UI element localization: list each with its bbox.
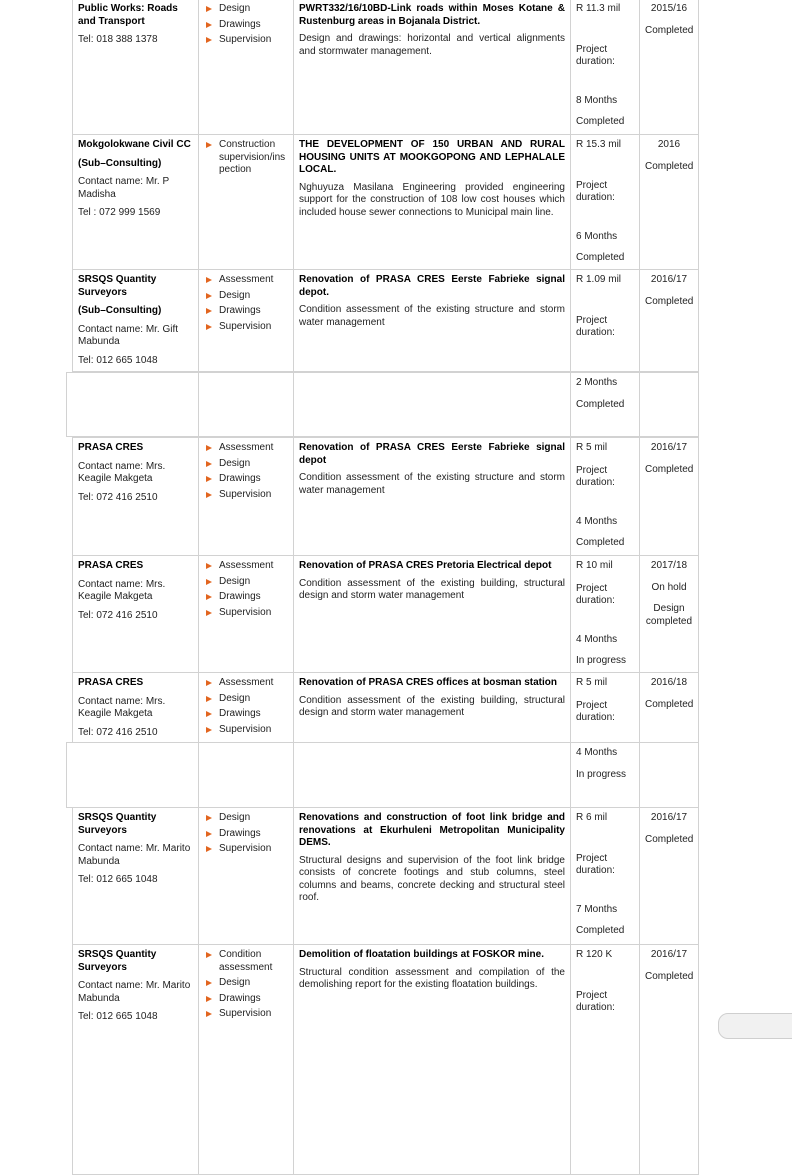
project-status: Completed [645, 463, 694, 475]
arrow-bullet-icon [206, 142, 212, 148]
client-cell [73, 808, 199, 945]
value-cell [571, 808, 640, 945]
service-item: Assessment [204, 274, 288, 287]
value-cell [571, 743, 640, 808]
project-value: R 5 mil [576, 442, 608, 453]
client-cell [73, 556, 199, 673]
period-cell [640, 135, 699, 270]
service-item: Condition assessment [204, 949, 288, 974]
project-status: Completed [645, 698, 694, 710]
arrow-bullet-icon [206, 1011, 212, 1017]
duration-status: Completed [576, 116, 625, 127]
services-cell [199, 0, 294, 135]
project-description: Structural designs and supervision of the foot link bridge consists of concrete footings and stub columns, steel columns and beams, concrete decking and structural steel roof. [299, 854, 565, 903]
project-year: 2016 [657, 139, 681, 150]
duration-status: Completed [576, 925, 625, 936]
service-item: Design [204, 693, 288, 706]
period-cell [640, 438, 699, 556]
client-contact: Contact name: Mr. Marito Mabunda [78, 980, 191, 1004]
project-description: Condition assessment of the existing building, structural design and storm water management [299, 694, 565, 718]
arrow-bullet-icon [206, 293, 212, 299]
client-contact: Contact name: Mrs. Keagile Makgeta [78, 460, 166, 484]
service-item: Drawings [204, 708, 288, 721]
arrow-bullet-icon [206, 594, 212, 600]
duration-label: Project duration: [576, 989, 615, 1013]
projects-table-segment-2 [66, 372, 699, 437]
client-name: SRSQS Quantity Surveyors [78, 949, 157, 973]
client-contact: Contact name: Mrs. Keagile Makgeta [78, 695, 166, 719]
project-status: Completed [645, 24, 694, 36]
project-description: Structural condition assessment and compilation of the demolishing report for the existing floatation buildings. [299, 966, 565, 990]
duration-label: Project duration: [576, 314, 615, 338]
client-tel: Tel: 012 665 1048 [78, 354, 158, 366]
duration-label: Project duration: [576, 43, 615, 67]
arrow-bullet-icon [206, 579, 212, 585]
arrow-bullet-icon [206, 815, 212, 821]
project-title: THE DEVELOPMENT OF 150 URBAN AND RURAL HOUSING UNITS AT MOOKGOPONG AND LEPHALALE LOCAL. [299, 139, 565, 175]
duration-status: Completed [576, 252, 625, 263]
client-name: SRSQS Quantity Surveyors [78, 274, 157, 298]
duration-status: Completed [576, 537, 625, 548]
project-value: R 6 mil [576, 812, 608, 823]
duration-label: Project duration: [576, 582, 615, 606]
project-year: 2016/17 [650, 812, 688, 823]
bottom-right-rounded-widget [718, 1013, 792, 1039]
projects-table-segment-4 [66, 742, 699, 808]
duration-months: 6 Months [576, 230, 618, 242]
duration-months: 4 Months [576, 515, 618, 527]
period-cell [640, 808, 699, 945]
service-item: Assessment [204, 442, 288, 455]
service-item: Supervision [204, 724, 288, 737]
period-cell [640, 270, 699, 372]
services-cell [199, 556, 294, 673]
duration-label: Project duration: [576, 179, 615, 203]
project-row [73, 270, 699, 372]
arrow-bullet-icon [206, 696, 212, 702]
project-title: Renovations and construction of foot link bridge and renovations at Ekurhuleni Metropolitan Municipality DEMS. [299, 812, 565, 848]
projects-table-segment-5 [72, 807, 699, 1175]
project-status: Completed [645, 160, 694, 172]
arrow-bullet-icon [206, 492, 212, 498]
project-status: Completed [645, 295, 694, 307]
duration-label: Project duration: [576, 464, 615, 488]
service-item: Drawings [204, 305, 288, 318]
duration-status: Completed [576, 398, 625, 410]
project-cell [294, 556, 571, 673]
client-tel: Tel: 012 665 1048 [78, 1011, 158, 1022]
arrow-bullet-icon [206, 37, 212, 43]
service-item: Drawings [204, 591, 288, 604]
arrow-bullet-icon [206, 445, 212, 451]
services-cell [199, 743, 294, 808]
period-cell [640, 0, 699, 135]
service-item: Drawings [204, 828, 288, 841]
project-year: 2016/17 [650, 442, 688, 453]
services-cell [199, 945, 294, 1175]
client-name: Mokgolokwane Civil CC [78, 139, 191, 150]
duration-months: 8 Months [576, 94, 618, 106]
project-cell [294, 270, 571, 372]
project-year: 2017/18 [650, 560, 688, 571]
client-name: Public Works: Roads and Transport [78, 3, 178, 27]
project-title: Demolition of floatation buildings at FOSKOR mine. [299, 949, 544, 960]
duration-months: 2 Months [576, 377, 618, 388]
project-value: R 1.09 mil [576, 274, 622, 285]
arrow-bullet-icon [206, 476, 212, 482]
project-cell [294, 373, 571, 437]
project-row [73, 135, 699, 270]
services-cell [199, 135, 294, 270]
arrow-bullet-icon [206, 563, 212, 569]
value-cell [571, 373, 640, 437]
arrow-bullet-icon [206, 831, 212, 837]
arrow-bullet-icon [206, 461, 212, 467]
project-cell [294, 0, 571, 135]
value-cell [571, 270, 640, 372]
client-contact: Contact name: Mrs. Keagile Makgeta [78, 578, 166, 602]
services-cell [199, 438, 294, 556]
service-item: Supervision [204, 843, 288, 856]
project-value: R 15.3 mil [576, 139, 622, 150]
project-year: 2015/16 [650, 3, 688, 14]
period-cell [640, 945, 699, 1175]
project-year: 2016/17 [650, 949, 688, 960]
service-item: Drawings [204, 19, 288, 32]
duration-months: 4 Months [576, 747, 618, 758]
project-row-continuation [67, 743, 699, 808]
project-description: Condition assessment of the existing structure and storm water management [299, 304, 565, 328]
project-description: Nghuyuza Masilana Engineering provided engineering support for the construction of 108 low cost houses which included house sewer connections to Municipal main line. [299, 181, 565, 218]
project-value: R 10 mil [576, 560, 613, 571]
services-cell [199, 270, 294, 372]
project-title: Renovation of PRASA CRES Eerste Fabrieke signal depot [299, 442, 565, 466]
project-status-extra: Design completed [645, 603, 693, 627]
projects-table-segment-3 [72, 437, 699, 756]
project-title: Renovation of PRASA CRES offices at bosman station [299, 677, 557, 688]
client-cell [73, 270, 199, 372]
project-status: Completed [645, 833, 694, 845]
project-row-continuation [67, 373, 699, 437]
value-cell [571, 556, 640, 673]
service-item: Design [204, 576, 288, 589]
period-cell [640, 743, 699, 808]
service-item: Drawings [204, 993, 288, 1006]
value-cell [571, 135, 640, 270]
client-tel: Tel: 072 416 2510 [78, 491, 158, 503]
duration-status: In progress [576, 655, 627, 666]
client-cell [67, 373, 199, 437]
client-subconsulting: (Sub–Consulting) [78, 157, 162, 169]
service-item: Supervision [204, 489, 288, 502]
project-row [73, 556, 699, 673]
duration-label: Project duration: [576, 852, 615, 876]
service-item: Design [204, 812, 288, 825]
client-tel: Tel: 072 416 2510 [78, 609, 158, 621]
service-item: Supervision [204, 607, 288, 620]
project-value: R 120 K [576, 949, 613, 960]
service-item: Design [204, 290, 288, 303]
project-cell [294, 945, 571, 1175]
client-cell [73, 438, 199, 556]
project-cell [294, 135, 571, 270]
client-contact: Contact name: Mr. Marito Mabunda [78, 843, 191, 867]
client-cell [73, 0, 199, 135]
project-value: R 5 mil [576, 677, 608, 688]
project-description: Condition assessment of the existing building, structural design and storm water management [299, 577, 565, 601]
project-status: On hold [651, 581, 687, 593]
client-name: PRASA CRES [78, 560, 144, 571]
client-contact: Contact name: Mr. Gift Mabunda [78, 323, 179, 347]
arrow-bullet-icon [206, 277, 212, 283]
arrow-bullet-icon [206, 324, 212, 330]
service-item: Design [204, 458, 288, 471]
arrow-bullet-icon [206, 980, 212, 986]
client-subconsulting: (Sub–Consulting) [78, 305, 162, 316]
project-row [73, 0, 699, 135]
client-tel: Tel: 012 665 1048 [78, 874, 158, 885]
services-cell [199, 808, 294, 945]
client-cell [73, 945, 199, 1175]
client-name: PRASA CRES [78, 677, 144, 688]
client-contact: Contact name: Mr. P Madisha [78, 176, 169, 200]
client-name: SRSQS Quantity Surveyors [78, 812, 157, 836]
duration-months: 4 Months [576, 633, 618, 645]
period-cell [640, 556, 699, 673]
duration-status: In progress [576, 768, 627, 780]
client-cell [67, 743, 199, 808]
client-tel: Tel: 072 416 2510 [78, 726, 158, 738]
project-value: R 11.3 mil [576, 3, 621, 14]
arrow-bullet-icon [206, 727, 212, 733]
project-cell [294, 438, 571, 556]
project-title: Renovation of PRASA CRES Eerste Fabrieke signal depot. [299, 274, 565, 298]
service-item: Supervision [204, 1008, 288, 1021]
project-cell [294, 808, 571, 945]
project-status: Completed [645, 970, 694, 982]
arrow-bullet-icon [206, 308, 212, 314]
project-cell [294, 743, 571, 808]
client-cell [73, 135, 199, 270]
service-item: Supervision [204, 34, 288, 47]
project-row [73, 808, 699, 945]
service-item: Design [204, 977, 288, 990]
service-item: Assessment [204, 560, 288, 573]
value-cell [571, 945, 640, 1175]
period-cell [640, 373, 699, 437]
service-item: Drawings [204, 473, 288, 486]
value-cell [571, 438, 640, 556]
services-cell [199, 373, 294, 437]
client-tel: Tel: 018 388 1378 [78, 34, 158, 45]
duration-months: 7 Months [576, 903, 618, 915]
project-title: PWRT332/16/10BD-Link roads within Moses Kotane & Rustenburg areas in Bojanala District. [299, 3, 565, 27]
client-name: PRASA CRES [78, 442, 144, 453]
value-cell [571, 0, 640, 135]
arrow-bullet-icon [206, 6, 212, 12]
project-description: Design and drawings: horizontal and vertical alignments and stormwater management. [299, 33, 565, 57]
arrow-bullet-icon [206, 610, 212, 616]
client-tel: Tel : 072 999 1569 [78, 207, 161, 218]
arrow-bullet-icon [206, 22, 212, 28]
project-row [73, 945, 699, 1175]
arrow-bullet-icon [206, 711, 212, 717]
arrow-bullet-icon [206, 846, 212, 852]
project-year: 2016/18 [650, 677, 688, 688]
service-item: Supervision [204, 321, 288, 334]
projects-table-segment-1 [72, 0, 699, 372]
duration-label: Project duration: [576, 699, 615, 723]
service-item: Assessment [204, 677, 288, 690]
project-description: Condition assessment of the existing structure and storm water management [299, 472, 565, 496]
project-title: Renovation of PRASA CRES Pretoria Electrical depot [299, 560, 552, 571]
project-year: 2016/17 [650, 274, 688, 285]
arrow-bullet-icon [206, 680, 212, 686]
arrow-bullet-icon [206, 996, 212, 1002]
service-item: Design [204, 3, 288, 16]
project-row [73, 438, 699, 556]
arrow-bullet-icon [206, 952, 212, 958]
service-item: Construction supervision/inspection [204, 139, 288, 177]
